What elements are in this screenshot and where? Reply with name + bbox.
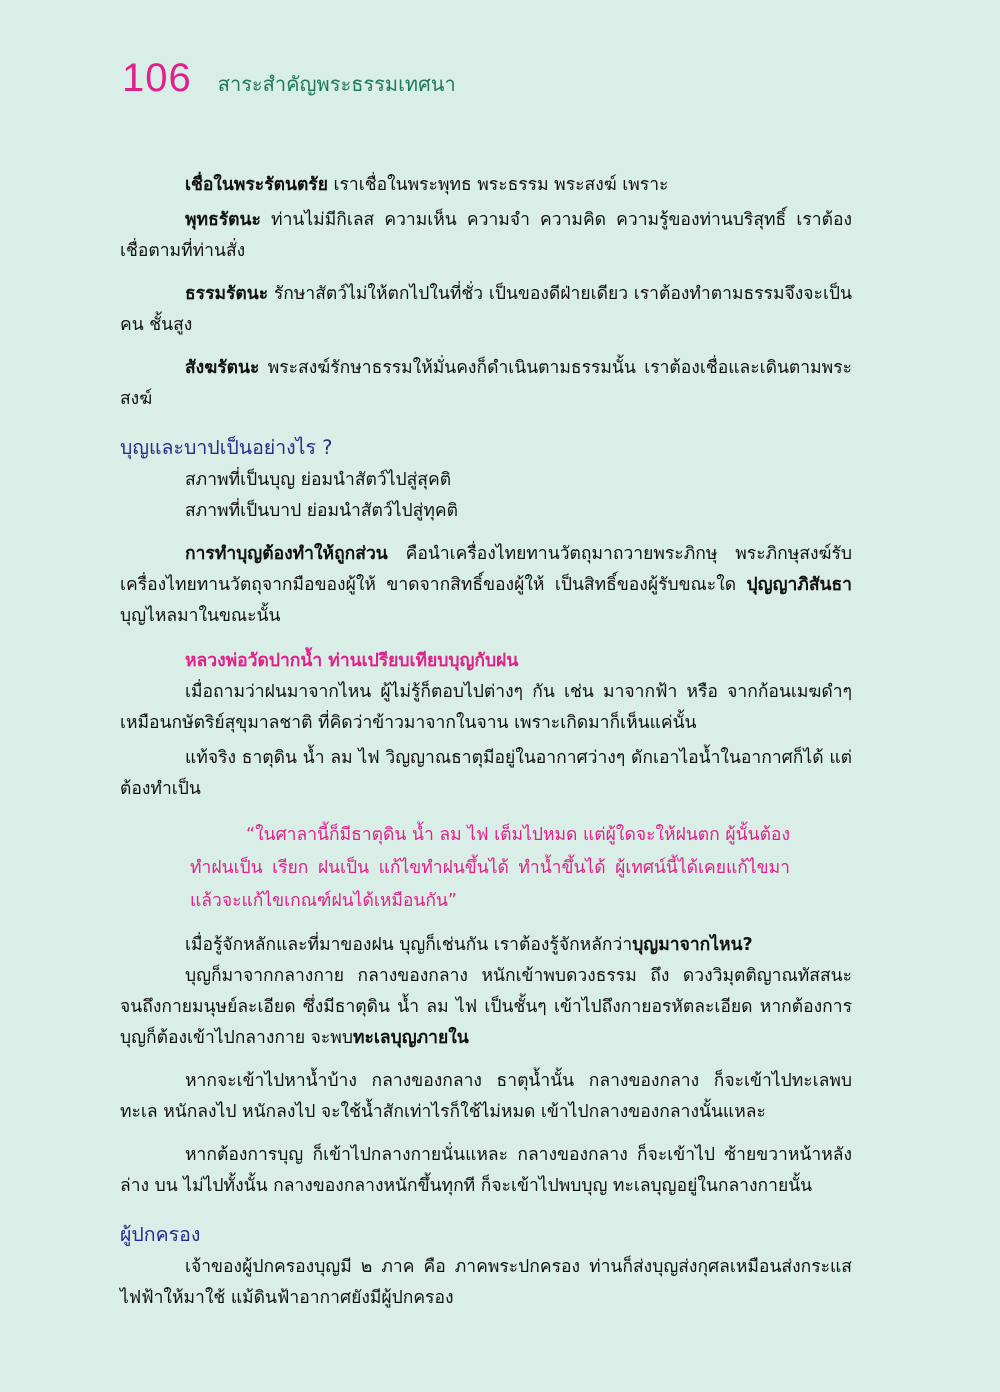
- paragraph-buddha: [120, 205, 852, 267]
- paragraph-rain-origin: เมื่อถามว่าฝนมาจากไหน ผู้ไม่รู้ก็ตอบไปต่างๆ กัน เช่น มาจากฟ้า หรือ จากก้อนเมฆดำๆ เหมือนกษัตริย์สุขุมาลชาติ ที่คิดว่าข้าวมาจากในจาน เพราะเกิดมาก็เห็นแค่นั้น: [120, 682, 852, 733]
- pull-quote: [190, 819, 790, 918]
- heading-merit-and-sin: บุญและบาปเป็นอย่างไร ?: [120, 436, 333, 459]
- paragraph-merit-source: [120, 930, 852, 961]
- paragraph-water: หากจะเข้าไปหาน้ำบ้าง กลางของกลาง ธาตุน้ำนั้น กลางของกลาง ก็จะเข้าไปทะเลพบทะเล หนักลงไป หนักลงไป จะใช้น้ำสักเท่าไรก็ใช้ไม่หมด เข้าไปกลางของกลางนั้นแหละ: [120, 1071, 852, 1122]
- term-punnabhisandha: ปุญญาภิสันธา: [746, 575, 852, 595]
- paragraph-text: ท่านไม่มีกิเลส ความเห็น ความจำ ความคิด ความรู้ของท่านบริสุทธิ์ เราต้องเชื่อตามที่ท่านสั่ง: [120, 210, 852, 261]
- list-item: สภาพที่เป็นบาป ย่อมนำสัตว์ไปสู่ทุคติ: [185, 501, 458, 521]
- page-number: 106: [122, 56, 192, 100]
- paragraph-sangha: [120, 353, 852, 415]
- term-buddha: พุทธรัตนะ: [185, 210, 261, 230]
- paragraph-text: บุญไหลมาในขณะนั้น: [120, 606, 281, 626]
- quote-text: “ในศาลานี้ก็มีธาตุดิน น้ำ ลม ไฟ เต็มไปหมด แต่ผู้ใดจะให้ฝนตก ผู้นั้นต้องทำฝนเป็น เรียก ฝนเป็น แก้ไขทำฝนขึ้นได้ ทำน้ำขึ้นได้ ผู้เทศน์นี้ได้เคยแก้ไขมาแล้วจะแก้ไขเกณฑ์ฝนได้เหมือนกัน”: [190, 825, 790, 911]
- term-sangha: สังฆรัตนะ: [185, 358, 260, 378]
- paragraph-triple-gem: [120, 170, 852, 201]
- paragraph-elements: แท้จริง ธาตุดิน น้ำ ลม ไฟ วิญญาณธาตุมีอยู่ในอากาศว่างๆ ดักเอาไอน้ำในอากาศก็ได้ แต่ต้องทำเป็น: [120, 748, 852, 799]
- paragraph-text: เราเชื่อในพระพุทธ พระธรรม พระสงฆ์ เพราะ: [327, 175, 669, 195]
- term-triple-gem: เชื่อในพระรัตนตรัย: [185, 175, 328, 195]
- paragraph-making-merit: [120, 539, 852, 632]
- paragraph-find-merit: หากต้องการบุญ ก็เข้าไปกลางกายนั่นแหละ กลางของกลาง ก็จะเข้าไป ซ้ายขวาหน้าหลัง ล่าง บน ไม่ไปทั้งนั้น กลางของกลางหนักขึ้นทุกที ก็จะเข้าไปพบบุญ ทะเลบุญอยู่ในกลางกายนั้น: [120, 1145, 852, 1196]
- paragraph-dhamma: [120, 279, 852, 341]
- heading-guardians: ผู้ปกครอง: [120, 1223, 201, 1246]
- paragraph-text: รักษาสัตว์ไม่ให้ตกไปในที่ชั่ว เป็นของดีฝ่ายเดียว เราต้องทำตามธรรมจึงจะเป็นคน ชั้นสูง: [120, 284, 852, 335]
- page-header: [122, 56, 456, 101]
- paragraph-center-body: [120, 961, 852, 1054]
- paragraph-text: เมื่อรู้จักหลักและที่มาของฝน บุญก็เช่นกัน เราต้องรู้จักหลักว่า: [185, 935, 633, 955]
- book-title: สาระสำคัญพระธรรมเทศนา: [217, 72, 456, 96]
- term-making-merit: การทำบุญต้องทำให้ถูกส่วน: [185, 544, 388, 564]
- term-inner-sea-of-merit: ทะเลบุญภายใน: [352, 1028, 469, 1048]
- paragraph-text: คือนำเครื่องไทยทานวัตถุมาถวายพระภิกษุ พระภิกษุสงฆ์รับ เครื่องไทยทานวัตถุจากมือของผู้ให้ ขาดจากสิทธิ์ของผู้ให้ เป็นสิทธิ์ของผู้รับขณะใด: [120, 544, 852, 595]
- paragraph-text: พระสงฆ์รักษาธรรมให้มั่นคงก็ดำเนินตามธรรมนั้น เราต้องเชื่อและเดินตามพระสงฆ์: [120, 358, 852, 409]
- term-dhamma: ธรรมรัตนะ: [185, 284, 269, 304]
- paragraph-guardians: เจ้าของผู้ปกครองบุญมี ๒ ภาค คือ ภาคพระปกครอง ท่านก็ส่งบุญส่งกุศลเหมือนส่งกระแสไฟฟ้าให้มาใช้ แม้ดินฟ้าอากาศยังมีผู้ปกครอง: [120, 1257, 852, 1308]
- heading-rain-comparison: หลวงพ่อวัดปากน้ำ ท่านเปรียบเทียบบุญกับฝน: [185, 651, 519, 671]
- paragraph-text: บุญก็มาจากกลางกาย กลางของกลาง หนักเข้าพบดวงธรรม ถึง ดวงวิมุตติญาณทัสสนะ จนถึงกายมนุษย์ละเอียด ซึ่งมีธาตุดิน น้ำ ลม ไฟ เป็นชั้นๆ เข้าไปถึงกายอรหัตละเอียด หากต้องการบุญก็ต้องเข้าไปกลางกาย จะพบ: [120, 966, 852, 1048]
- page-body: [120, 170, 852, 1314]
- list-item: สภาพที่เป็นบุญ ย่อมนำสัตว์ไปสู่สุคติ: [185, 470, 452, 490]
- term-merit-source: บุญมาจากไหน?: [632, 935, 753, 955]
- merit-sin-list: [120, 465, 852, 527]
